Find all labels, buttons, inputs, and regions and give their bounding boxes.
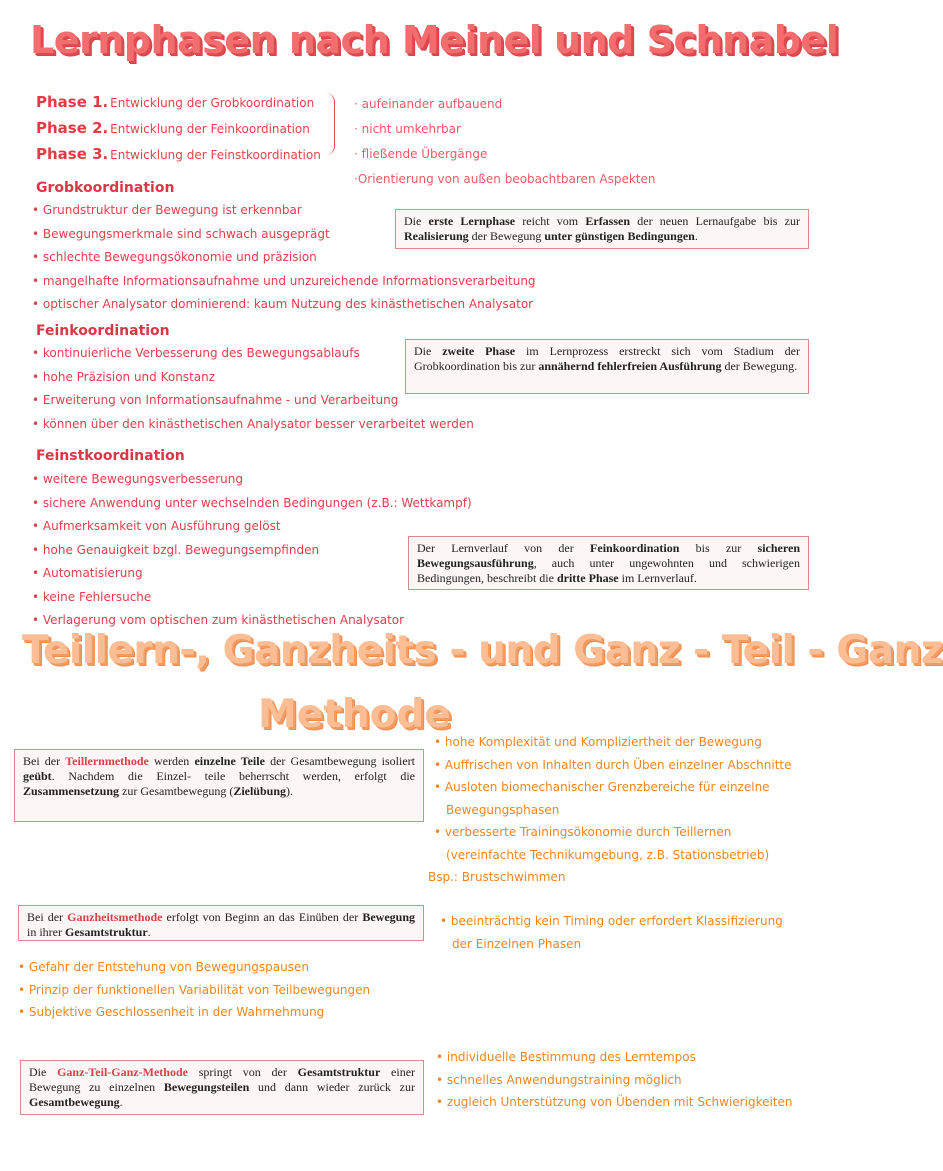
phase-label: Phase 1. (36, 93, 109, 111)
phase-row (36, 90, 321, 116)
info-box-feinst: Der Lernverlauf von der Feinkoordination bis zur sicheren Bewegungsausführung, auch unter ungewohnten und schwierigen Bedingungen, beschreibt die dritte Phase im Lernverlauf. (408, 536, 809, 590)
list-item: • individuelle Bestimmung des Lerntempos (436, 1046, 793, 1069)
methods-title: Teillern-, Ganzheits - und Ganz - Teil - Ganz (22, 628, 943, 673)
list-item: • hohe Präzision und Konstanz (32, 366, 474, 390)
list-item: • Grundstruktur der Bewegung ist erkennbar (32, 199, 536, 223)
ganzheit-right-list (440, 910, 783, 955)
list-item: • schlechte Bewegungsökonomie und präzision (32, 246, 536, 270)
list-item: • können über den kinästhetischen Analysator besser verarbeitet werden (32, 413, 474, 437)
phase-desc: Entwicklung der Feinkoordination (110, 122, 310, 136)
list-item: • sichere Anwendung unter wechselnden Bedingungen (z.B.: Wettkampf) (32, 492, 472, 516)
list-item: der Einzelnen Phasen (452, 936, 582, 951)
info-box-gtg: Die Ganz-Teil-Ganz-Methode springt von der Gesamtstruktur einer Bewegung zu einzelnen Bewegungsteilen und dann wieder zurück zur Gesamtbewegung. (20, 1060, 424, 1115)
gtg-list (436, 1046, 793, 1114)
list-item: Bewegungsphasen (446, 802, 560, 817)
list-item: • Prinzip der funktionellen Variabilität von Teilbewegungen (18, 979, 370, 1002)
list-item: • Erweiterung von Informationsaufnahme - und Verarbeitung (32, 389, 474, 413)
list-item: • Automatisierung (32, 562, 472, 586)
methods-title-line2: Methode (258, 692, 451, 737)
list-item: • Subjektive Geschlossenheit in der Wahrnehmung (18, 1001, 370, 1024)
feinst-list (32, 468, 472, 633)
list-item: • Gefahr der Entstehung von Bewegungspausen (18, 956, 370, 979)
list-item: (vereinfachte Technikumgebung, z.B. Stationsbetrieb) (446, 847, 770, 862)
list-item: • keine Fehlersuche (32, 586, 472, 610)
property-item: ·Orientierung von außen beobachtbaren Aspekten (354, 172, 656, 186)
list-item: • weitere Bewegungsverbesserung (32, 468, 472, 492)
phase-desc: Entwicklung der Feinstkoordination (110, 148, 321, 162)
list-item: • mangelhafte Informationsaufnahme und unzureichende Informationsverarbeitung (32, 270, 536, 294)
section-heading-fein: Feinkoordination (36, 323, 170, 339)
phase-desc: Entwicklung der Grobkoordination (110, 96, 315, 110)
phase-list (36, 90, 321, 168)
list-item: • beeinträchtig kein Timing oder erfordert Klassifizierung (440, 910, 783, 933)
phase-label: Phase 3. (36, 145, 109, 163)
info-box-ganzheit: Bei der Ganzheitsmethode erfolgt von Beginn an das Einüben der Bewegung in ihrer Gesamtstruktur. (18, 905, 424, 941)
list-item: • zugleich Unterstützung von Übenden mit Schwierigkeiten (436, 1091, 793, 1114)
property-item: · fließende Übergänge (354, 147, 488, 161)
list-item: • schnelles Anwendungstraining möglich (436, 1069, 793, 1092)
list-item: • hohe Komplexität und Kompliziertheit der Bewegung (434, 731, 792, 754)
info-box-grob: Die erste Lernphase reicht vom Erfassen der neuen Lernaufgabe bis zur Realisierung der Bewegung unter günstigen Bedingungen. (395, 209, 809, 249)
list-item: • kontinuierliche Verbesserung des Bewegungsablaufs (32, 342, 474, 366)
info-box-fein: Die zweite Phase im Lernprozess erstreckt sich vom Stadium der Grobkoordination bis zur annähernd fehlerfreien Ausführung der Bewegung. (405, 339, 809, 394)
property-item: · aufeinander aufbauend (354, 97, 503, 111)
list-item: • Ausloten biomechanischer Grenzbereiche für einzelne (434, 776, 792, 799)
list-item: • hohe Genauigkeit bzgl. Bewegungsempfinden (32, 539, 472, 563)
example-text: Bsp.: Brustschwimmen (428, 870, 566, 884)
info-box-teillern: Bei der Teillernmethode werden einzelne Teile der Gesamtbewegung isoliert geübt. Nachdem die Einzel- teile beherrscht werden, erfolgt die Zusammensetzung zur Gesamtbewegung (Zielübung). (14, 749, 424, 822)
page-title: Lernphasen nach Meinel und Schnabel (30, 18, 839, 62)
list-item: • Bewegungsmerkmale sind schwach ausgeprägt (32, 223, 536, 247)
property-item: · nicht umkehrbar (354, 122, 461, 136)
teillern-list (428, 731, 792, 889)
brace-divider (326, 93, 335, 155)
phase-label: Phase 2. (36, 119, 109, 137)
ganzheit-left-list (18, 956, 370, 1024)
phase-properties (354, 92, 655, 192)
phase-row (36, 116, 321, 142)
list-item: • Verlagerung vom optischen zum kinästhetischen Analysator (32, 609, 472, 633)
list-item: • verbesserte Trainingsökonomie durch Teillernen (434, 821, 792, 844)
section-heading-grob: Grobkoordination (36, 180, 175, 196)
list-item: • optischer Analysator dominierend: kaum Nutzung des kinästhetischen Analysator (32, 293, 536, 317)
section-heading-feinst: Feinstkoordination (36, 448, 185, 464)
list-item: • Aufmerksamkeit von Ausführung gelöst (32, 515, 472, 539)
phase-row (36, 142, 321, 168)
list-item: • Auffrischen von Inhalten durch Üben einzelner Abschnitte (434, 754, 792, 777)
